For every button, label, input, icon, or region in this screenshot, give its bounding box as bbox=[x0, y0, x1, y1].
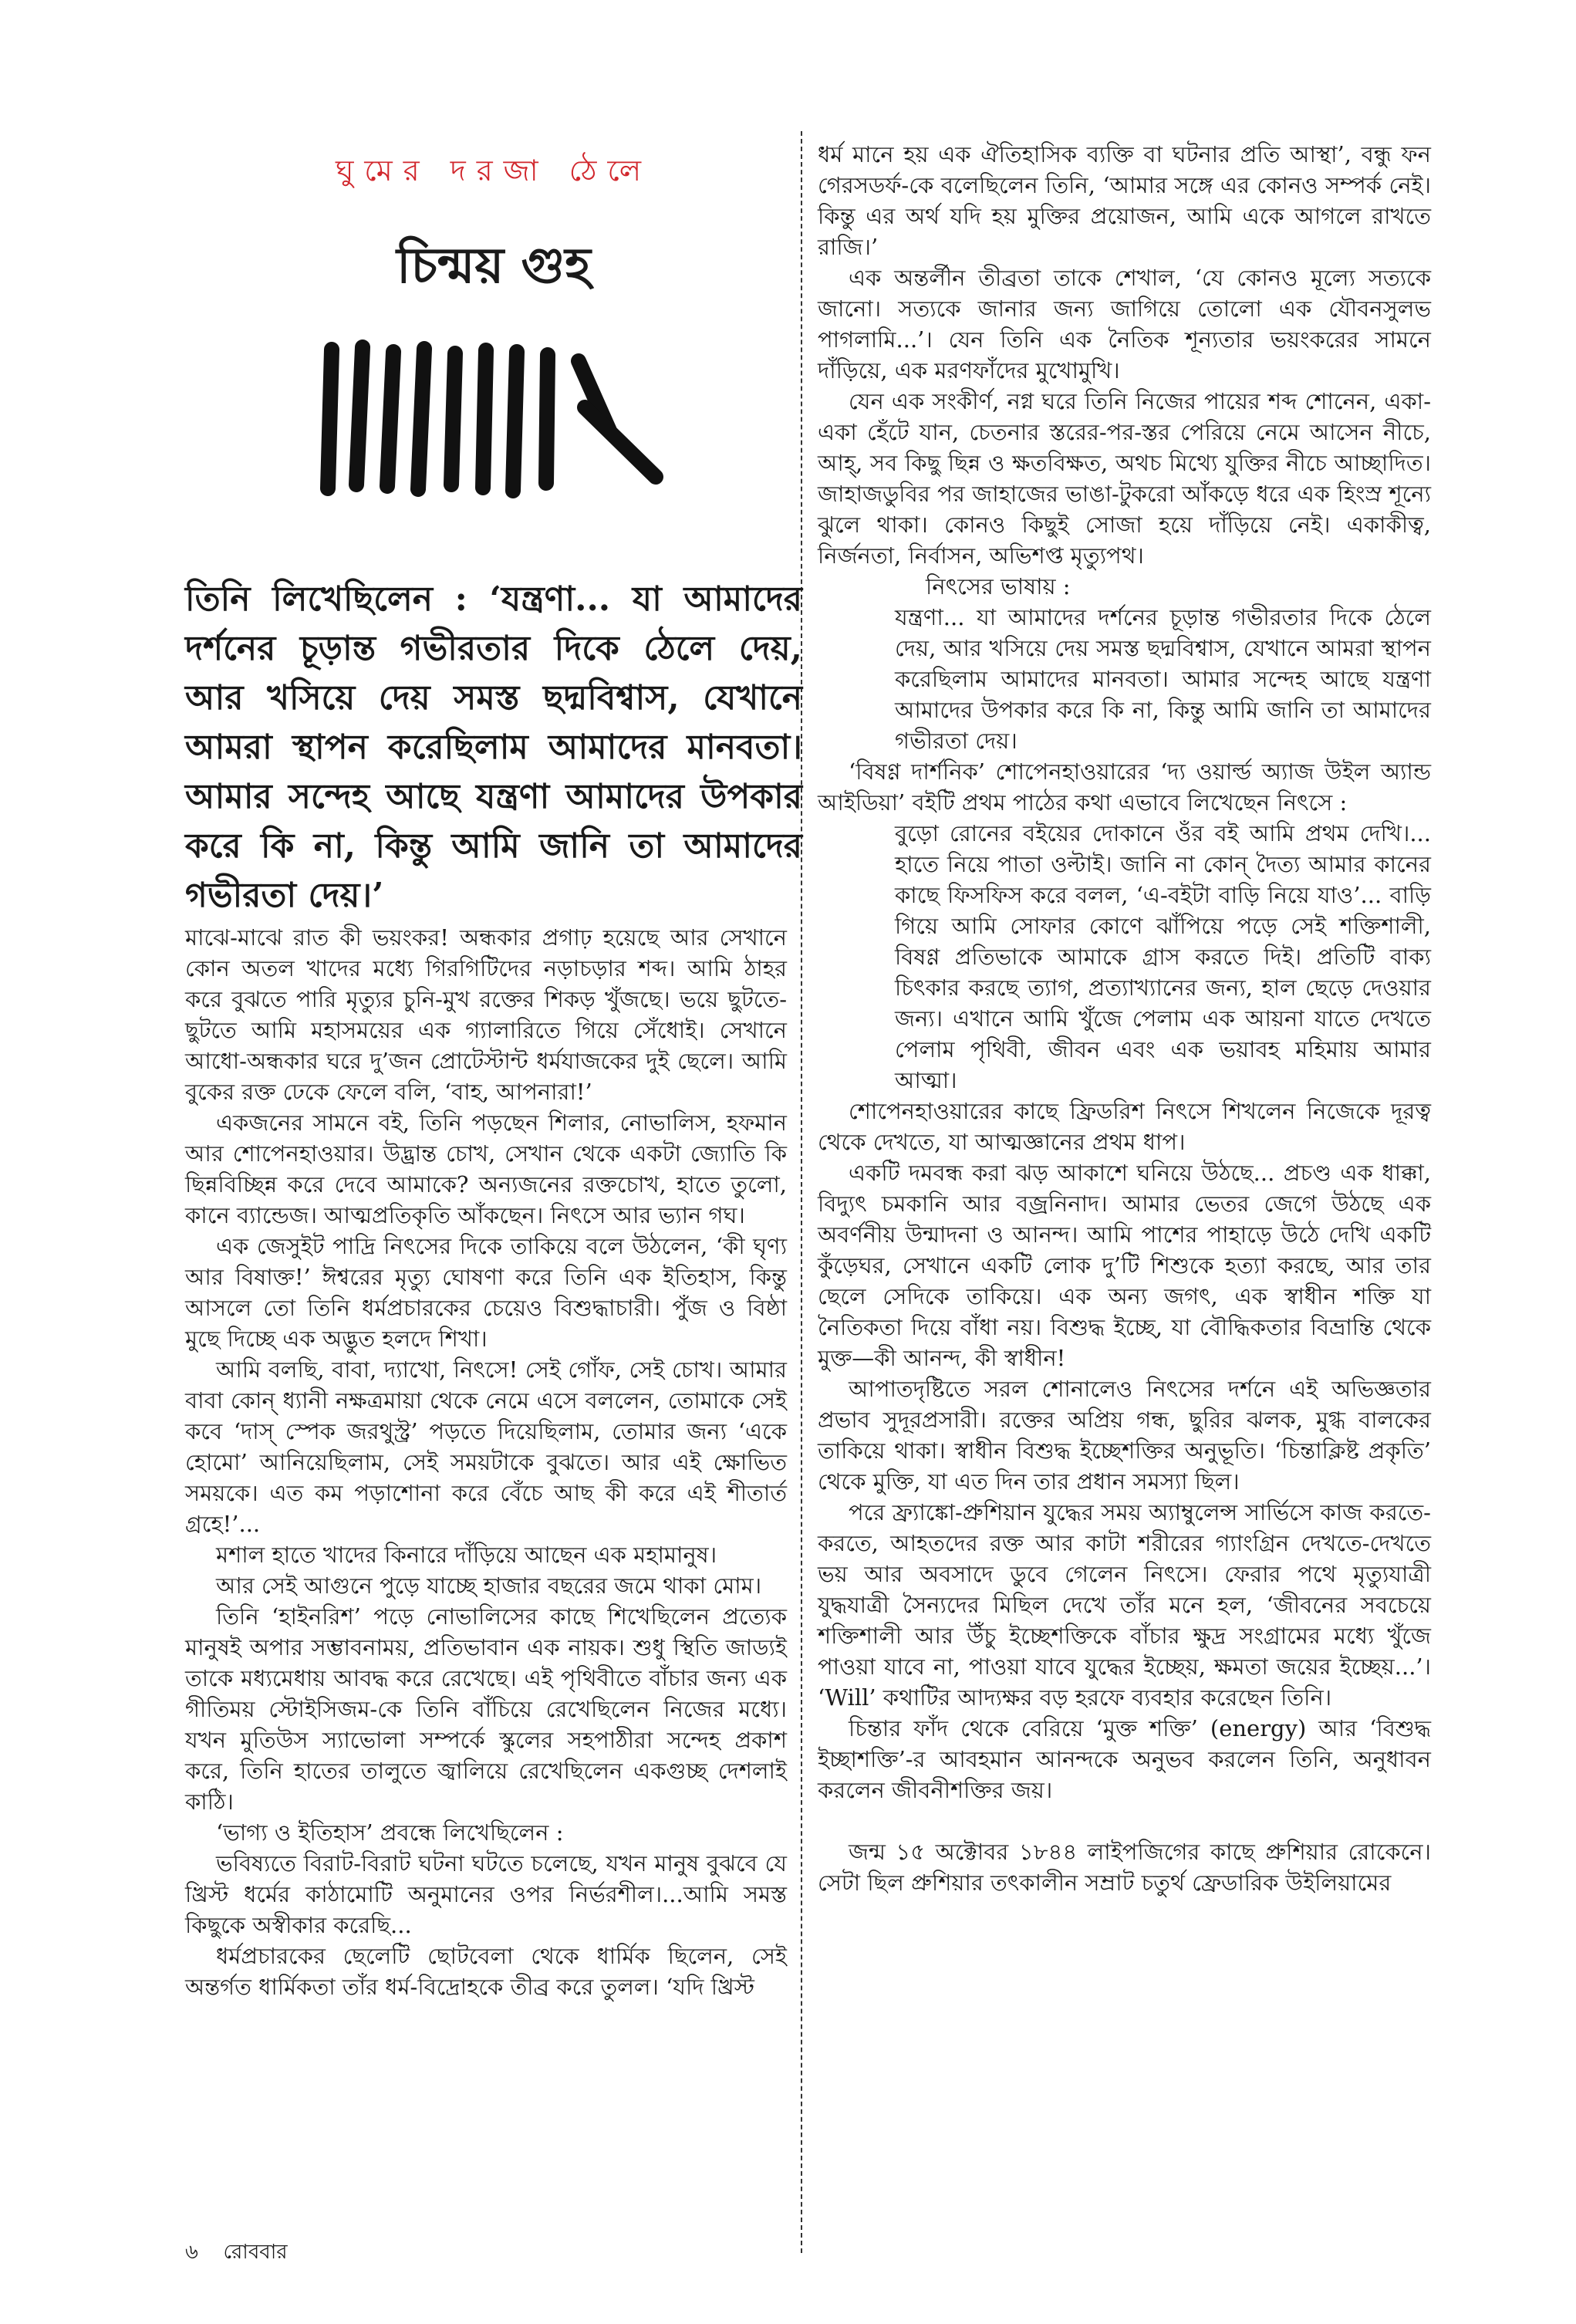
paragraph: আপাতদৃষ্টিতে সরল শোনালেও নিৎসের দর্শনে এই অভিজ্ঞতার প্রভাব সুদূরপ্রসারী। রক্তের অপ্রিয় গন্ধ, ছুরির ঝলক, মুগ্ধ বালকের তাকিয়ে থাকা। স্বাধীন বিশুদ্ধ ইচ্ছেশক্তির অনুভূতি। ‘চিন্তাক্লিষ্ট প্রকৃতি’ থেকে মুক্তি, যা এত দিন তার প্রধান সমস্যা ছিল। bbox=[818, 1376, 1431, 1495]
block-quote: যন্ত্রণা... যা আমাদের দর্শনের চূড়ান্ত গভীরতার দিকে ঠেলে দেয়, আর খসিয়ে দেয় সমস্ত ছদ্মবিশ্বাস, যেখানে আমরা স্থাপন করেছিলাম আমাদের মানবতা। আমার সন্দেহ আছে যন্ত্রণা আমাদের উপকার করে কি না, কিন্তু আমি জানি তা আমাদের গভীরতা দেয়। bbox=[895, 604, 1431, 754]
header-block bbox=[185, 139, 802, 500]
paragraph: মাঝে-মাঝে রাত কী ভয়ংকর! অন্ধকার প্রগাঢ় হয়েছে আর সেখানে কোন অতল খাদের মধ্যে গিরগিটিদের নড়াচড়ার শব্দ। আমি ঠাহর করে বুঝতে পারি মৃত্যুর চুনি-মুখ রক্তের শিকড় খুঁজছে। ভয়ে ছুটতে-ছুটতে আমি মহাসময়ের এক গ্যালারিতে গিয়ে সেঁধোই। সেখানে আধো-অন্ধকার ঘরে দু’জন প্রোটেস্টান্ট ধর্মযাজকের দুই ছেলে। আমি বুকের রক্ত ঢেকে ফেলে বলি, ‘বাহ, আপনারা!’ bbox=[185, 924, 787, 1105]
series-title: ঘুমের দরজা ঠেলে bbox=[335, 154, 653, 187]
page-number: ৬ bbox=[185, 2241, 198, 2264]
paragraph: ‘ভাগ্য ও ইতিহাস’ প্রবন্ধে লিখেছিলেন : bbox=[216, 1819, 564, 1846]
magazine-name: রোববার bbox=[223, 2241, 288, 2264]
paragraph: মশাল হাতে খাদের কিনারে দাঁড়িয়ে আছেন এক মহামানুষ। bbox=[216, 1542, 717, 1568]
paragraph: আর সেই আগুনে পুড়ে যাচ্ছে হাজার বছরের জমে থাকা মোম। bbox=[216, 1572, 762, 1599]
quote-intro: নিৎসের ভাষায় : bbox=[926, 573, 1071, 600]
right-column-body bbox=[818, 139, 1431, 1898]
paragraph: ‘বিষণ্ণ দার্শনিক’ শোপেনহাওয়ারের ‘দ্য ওয়ার্ল্ড অ্যাজ উইল অ্যান্ড আইডিয়া’ বইটি প্রথম পাঠের কথা এভাবে লিখেছেন নিৎসে : bbox=[818, 758, 1431, 816]
paragraph: যেন এক সংকীর্ণ, নগ্ন ঘরে তিনি নিজের পায়ের শব্দ শোনেন, একা-একা হেঁটে যান, চেতনার স্তরের-পর-স্তর পেরিয়ে নেমে আসেন নীচে, আহ্, সব কিছু ছিন্ন ও ক্ষতবিক্ষত, অথচ মিথ্যে যুক্তির নীচে আচ্ছাদিত। জাহাজডুবির পর জাহাজের ভাঙা-টুকরো আঁকড়ে ধরে এক হিংস্র শূন্যে ঝুলে থাকা। কোনও কিছুই সোজা হয়ে দাঁড়িয়ে নেই। একাকীত্ব, নির্জনতা, নির্বাসন, অভিশপ্ত মৃত্যুপথ। bbox=[818, 388, 1431, 569]
quoted-paragraph: ভবিষ্যতে বিরাট-বিরাট ঘটনা ঘটতে চলেছে, যখন মানুষ বুঝবে যে খ্রিস্ট ধর্মের কাঠামোটি অনুমানের ওপর নির্ভরশীল।...আমি সমস্ত কিছুকে অস্বীকার করেছি... bbox=[185, 1850, 787, 1938]
paragraph: আমি বলছি, বাবা, দ্যাখো, নিৎসে! সেই গোঁফ, সেই চোখ। আমার বাবা কোন্ ধ্যানী নক্ষত্রমায়া থেকে নেমে এসে বললেন, তোমাকে সেই কবে ‘দাস্ স্পেক জরথুস্ট্র’ পড়তে দিয়েছিলাম, তোমার জন্য ‘একে হোমো’ আনিয়েছিলাম, সেই সময়টাকে বুঝতে। আর এই ক্ষোভিত সময়কে। এত কম পড়াশোনা করে বেঁচে আছ কী করে এই শীতার্ত গ্রহে!’... bbox=[185, 1356, 787, 1537]
left-column-body bbox=[185, 922, 787, 2002]
paragraph: একটি দমবন্ধ করা ঝড় আকাশে ঘনিয়ে উঠছে... প্রচণ্ড এক ধাক্কা, বিদ্যুৎ চমকানি আর বজ্রনিনাদ। আমার ভেতর জেগে উঠছে এক অবর্ণনীয় উন্মাদনা ও আনন্দ। আমি পাশের পাহাড়ে উঠে দেখি একটি কুঁড়েঘর, সেখানে একটি লোক দু’টি শিশুকে হত্যা করছে, আর তার ছেলে সেদিকে তাকিয়ে। এক অন্য জগৎ, এক স্বাধীন শক্তি যা নৈতিকতা দিয়ে বাঁধা নয়। বিশুদ্ধ ইচ্ছে, যা বৌদ্ধিকতার বিভ্রান্তি থেকে মুক্ত—কী আনন্দ, কী স্বাধীন! bbox=[818, 1160, 1431, 1371]
paragraph: এক অন্তর্লীন তীব্রতা তাকে শেখাল, ‘যে কোনও মূল্যে সত্যকে জানো। সত্যকে জানার জন্য জাগিয়ে তোলো এক যৌবনসুলভ পাগলামি...’। যেন তিনি এক নৈতিক শূন্যতার ভয়ংকরের সামনে দাঁড়িয়ে, এক মরণফাঁদের মুখোমুখি। bbox=[818, 265, 1431, 383]
paragraph: চিন্তার ফাঁদ থেকে বেরিয়ে ‘মুক্ত শক্তি’ (energy) আর ‘বিশুদ্ধ ইচ্ছাশক্তি’-র আবহমান আনন্দকে অনুভব করলেন তিনি, অনুধাবন করলেন জীবনীশক্তির জয়। bbox=[818, 1715, 1431, 1803]
paragraph: পরে ফ্র্যাঙ্কো-প্রুশিয়ান যুদ্ধের সময় অ্যাম্বুলেন্স সার্ভিসে কাজ করতে-করতে, আহতদের রক্ত আর কাটা শরীরের গ্যাংগ্রিন দেখতে-দেখতে ভয় আর অবসাদে ডুবে গেলেন নিৎসে। ফেরার পথে মৃত্যুযাত্রী যুদ্ধযাত্রী সৈন্যদের মিছিল দেখে তাঁর মনে হল, ‘জীবনের সবচেয়ে শক্তিশালী আর উঁচু ইচ্ছেশক্তিকে বাঁচার ক্ষুদ্র সংগ্রামের মধ্যে খুঁজে পাওয়া যাবে না, পাওয়া যাবে যুদ্ধের ইচ্ছেয়, ক্ষমতা জয়ের ইচ্ছেয়...’। ‘Will’ কথাটির আদ্যক্ষর বড় হরফে ব্যবহার করেছেন তিনি। bbox=[818, 1499, 1431, 1711]
paragraph: শোপেনহাওয়ারের কাছে ফ্রিডরিশ নিৎসে শিখলেন নিজেকে দূরত্ব থেকে দেখতে, যা আত্মজ্ঞানের প্রথম ধাপ। bbox=[818, 1098, 1431, 1155]
paragraph: একজনের সামনে বই, তিনি পড়ছেন শিলার, নোভালিস, হফমান আর শোপেনহাওয়ার। উদ্ভ্রান্ত চোখ, সেখান থেকে একটা জ্যোতি কি ছিন্নবিচ্ছিন্ন করে দেবে আমাকে? অন্যজনের রক্তচোখ, হাতে তুলো, কানে ব্যান্ডেজ। আত্মপ্রতিকৃতি আঁকছেন। নিৎসে আর ভ্যান গঘ। bbox=[185, 1110, 787, 1228]
paragraph: ধর্ম মানে হয় এক ঐতিহাসিক ব্যক্তি বা ঘটনার প্রতি আস্থা’, বন্ধু ফন গেরসডর্ফ-কে বলেছিলেন তিনি, ‘আমার সঙ্গে এর কোনও সম্পর্ক নেই। কিন্তু এর অর্থ যদি হয় মুক্তির প্রয়োজন, আমি একে আগলে রাখতে রাজি।’ bbox=[818, 141, 1431, 260]
section-gap bbox=[818, 1805, 1431, 1836]
paragraph: এক জেসুইট পাদ্রি নিৎসের দিকে তাকিয়ে বলে উঠলেন, ‘কী ঘৃণ্য আর বিষাক্ত!’ ঈশ্বরের মৃত্যু ঘোষণা করে তিনি এক ইতিহাস, কিন্তু আসলে তো তিনি ধর্মপ্রচারকের চেয়েও বিশুদ্ধাচারী। পুঁজ ও বিষ্ঠা মুছে দিচ্ছে এক অদ্ভুত হলদে শিখা। bbox=[185, 1233, 787, 1352]
page-footer bbox=[185, 2236, 288, 2270]
tally-marks-icon bbox=[301, 338, 687, 500]
pull-quote: তিনি লিখেছিলেন : ‘যন্ত্রণা... যা আমাদের দর্শনের চূড়ান্ত গভীরতার দিকে ঠেলে দেয়, আর খসিয়ে দেয় সমস্ত ছদ্মবিশ্বাস, যেখানে আমরা স্থাপন করেছিলাম আমাদের মানবতা। আমার সন্দেহ আছে যন্ত্রণা আমাদের উপকার করে কি না, কিন্তু আমি জানি তা আমাদের গভীরতা দেয়।’ bbox=[185, 579, 802, 915]
author-name: চিন্ময় গুহ bbox=[397, 237, 591, 295]
paragraph: তিনি ‘হাইনরিশ’ পড়ে নোভালিসের কাছে শিখেছিলেন প্রত্যেক মানুষই অপার সম্ভাবনাময়, প্রতিভাবান এক নায়ক। শুধু স্থিতি জাড্যই তাকে মধ্যমেধায় আবদ্ধ করে রেখেছে। এই পৃথিবীতে বাঁচার জন্য এক গীতিময় স্টোইসিজম-কে তিনি বাঁচিয়ে রেখেছিলেন নিজের মধ্যে। যখন মুতিউস স্যাভোলা সম্পর্কে স্কুলের সহপাঠীরা সন্দেহ প্রকাশ করে, তিনি হাতের তালুতে জ্বালিয়ে রেখেছিলেন একগুচ্ছ দেশলাই কাঠি। bbox=[185, 1603, 787, 1815]
paragraph: ধর্মপ্রচারকের ছেলেটি ছোটবেলা থেকে ধার্মিক ছিলেন, সেই অন্তর্গত ধার্মিকতা তাঁর ধর্ম-বিদ্রোহকে তীব্র করে তুলল। ‘যদি খ্রিস্ট bbox=[185, 1943, 787, 2000]
block-quote: বুড়ো রোনের বইয়ের দোকানে ওঁর বই আমি প্রথম দেখি।... হাতে নিয়ে পাতা ওল্টাই। জানি না কোন্ দৈত্য আমার কানের কাছে ফিসফিস করে বলল, ‘এ-বইটা বাড়ি নিয়ে যাও’... বাড়ি গিয়ে আমি সোফার কোণে ঝাঁপিয়ে পড়ে সেই শক্তিশালী, বিষণ্ণ প্রতিভাকে আমাকে গ্রাস করতে দিই। প্রতিটি বাক্য চিৎকার করছে ত্যাগ, প্রত্যাখ্যানের জন্য, হাল ছেড়ে দেওয়ার জন্য। এখানে আমি খুঁজে পেলাম এক আয়না যাতে দেখতে পেলাম পৃথিবী, জীবন এবং এক ভয়াবহ মহিমায় আমার আত্মা। bbox=[895, 820, 1431, 1093]
paragraph: জন্ম ১৫ অক্টোবর ১৮৪৪ লাইপজিগের কাছে প্রুশিয়ার রোকেনে। সেটা ছিল প্রুশিয়ার তৎকালীন সম্রাট চতুর্থ ফ্রেডারিক উইলিয়ামের bbox=[818, 1839, 1431, 1896]
